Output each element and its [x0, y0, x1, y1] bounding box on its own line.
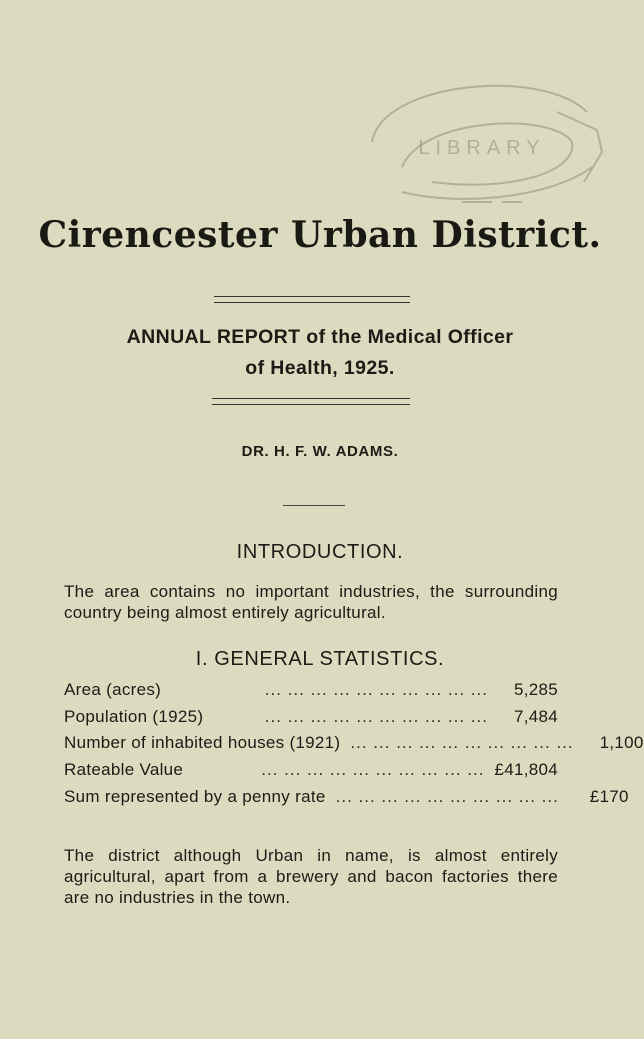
statistics-label: Sum represented by a penny rate [64, 786, 326, 806]
statistics-value: 7,484 [513, 706, 558, 726]
closing-paragraph: The district although Urban in name, is almost entirely agricultural, apart from a brewery and bacon factories there are no industries in the town. [64, 846, 558, 907]
statistics-label: Area (acres) [64, 680, 162, 699]
double-rule-top [214, 296, 410, 303]
statistics-label: Number of inhabited houses (1921) [64, 733, 341, 753]
report-title [0, 322, 640, 384]
author-name: DR. H. F. W. ADAMS. [241, 443, 399, 460]
report-title-line-1: ANNUAL REPORT of the Medical Officer [126, 326, 514, 348]
statistics-value: 5,285 [513, 680, 558, 699]
library-stamp [362, 72, 622, 222]
leader-dots: ... ... ... ... ... ... ... ... ... ... [264, 706, 488, 726]
statistics-label: Rateable Value [64, 760, 184, 780]
short-rule [283, 505, 345, 506]
leader-dots: ... ... ... ... ... ... ... ... ... ... [261, 760, 485, 780]
introduction-heading: INTRODUCTION. [236, 541, 404, 563]
statistics-row [64, 707, 558, 734]
statistics-table [64, 680, 644, 813]
statistics-row [64, 786, 629, 814]
statistics-row [64, 680, 558, 707]
document-title: Cirencester Urban District. [38, 214, 602, 256]
statistics-row [64, 760, 558, 787]
report-title-line-2: of Health, 1925. [245, 357, 395, 379]
introduction-paragraph: The area contains no important industries, the surrounding country being almost entirely agricultural. [64, 582, 558, 622]
statistics-value: 1,100 [599, 733, 644, 753]
double-rule-bottom [212, 398, 410, 405]
statistics-value: £41,804 [494, 760, 558, 780]
general-statistics-heading: I. GENERAL STATISTICS. [195, 648, 445, 670]
stamp-text: LIBRARY [418, 137, 546, 159]
statistics-value: £170 [589, 786, 629, 806]
statistics-label: Population (1925) [64, 706, 204, 726]
leader-dots: ... ... ... ... ... ... ... ... ... ... [350, 733, 574, 753]
leader-dots: ... ... ... ... ... ... ... ... ... ... [335, 786, 559, 806]
leader-dots: ... ... ... ... ... ... ... ... ... ... [264, 680, 488, 699]
statistics-row [64, 733, 644, 760]
